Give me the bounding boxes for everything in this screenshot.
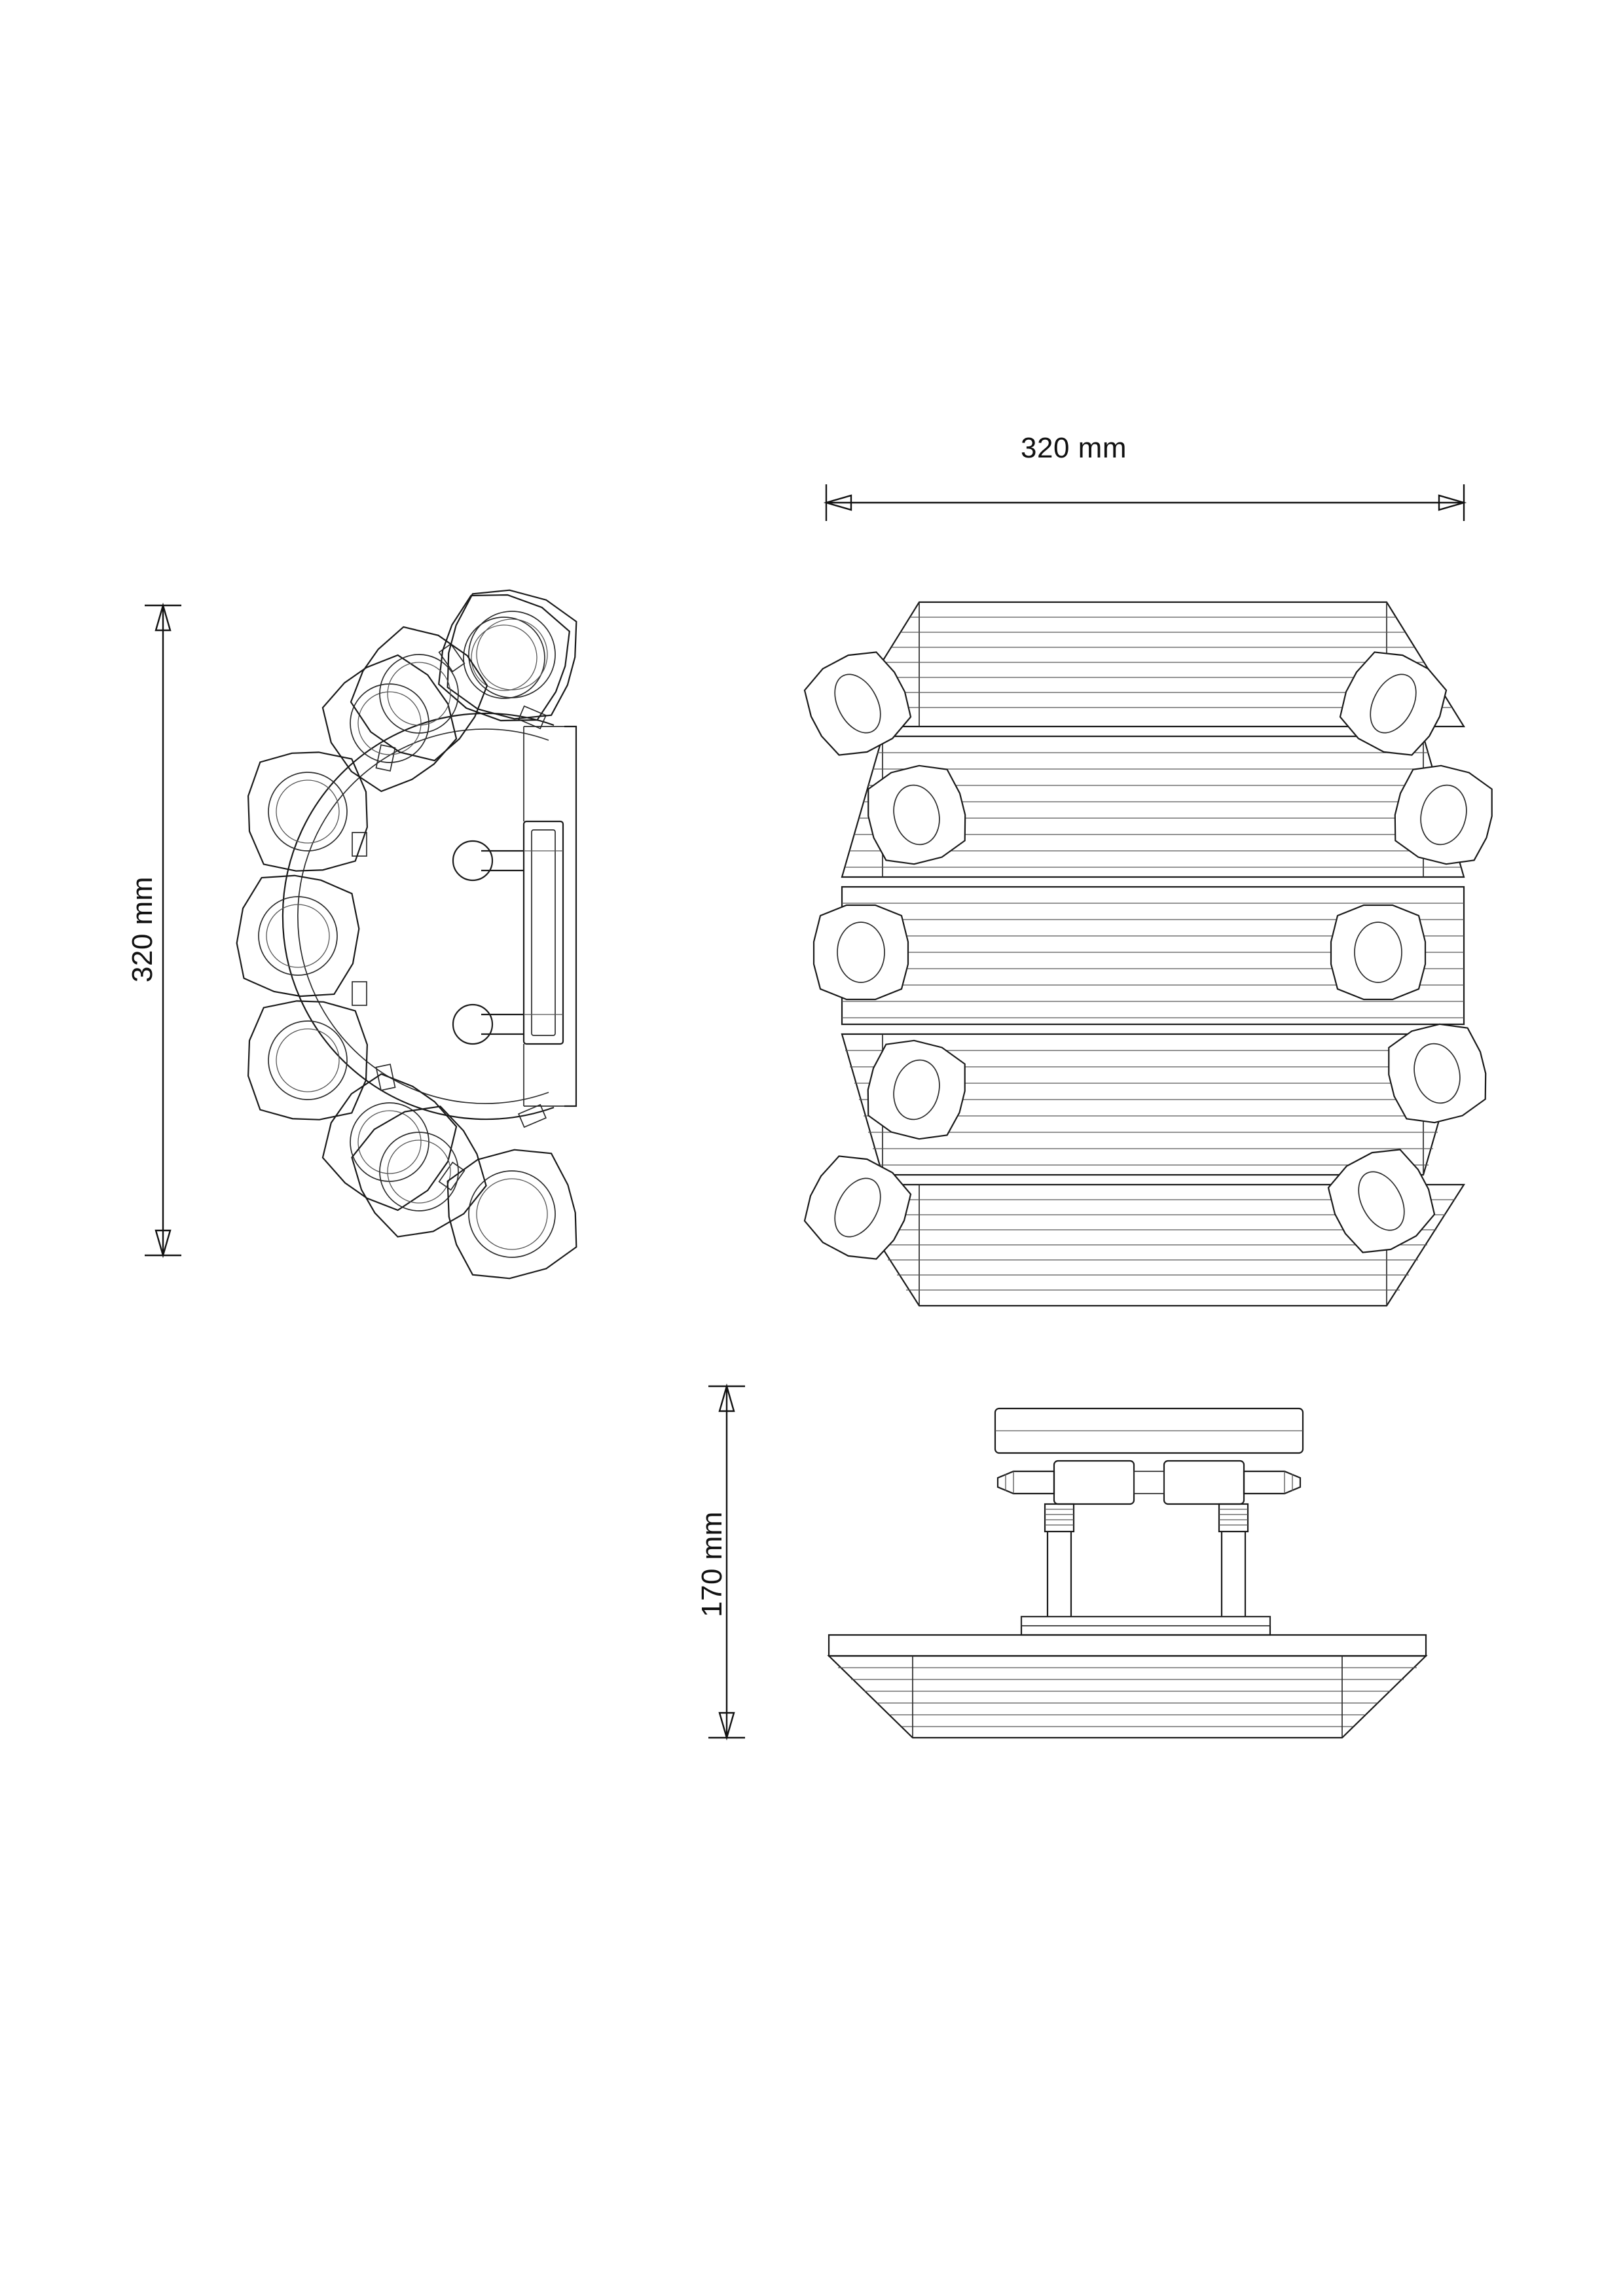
top-view-mount-plate — [524, 821, 563, 1044]
side-view-shade — [829, 1635, 1426, 1738]
front-view-glass-petals-right — [1318, 640, 1501, 1265]
width-dimension-label: 320 mm — [1021, 432, 1127, 464]
side-view-drawing — [829, 1408, 1426, 1738]
top-view-drawing — [230, 579, 587, 1289]
side-view-support — [1021, 1617, 1270, 1635]
side-view-canopy — [995, 1408, 1303, 1453]
side-view-lamp-holders — [998, 1461, 1300, 1504]
depth-dimension-label: 170 mm — [696, 1511, 728, 1617]
front-view-drawing — [794, 602, 1501, 1306]
top-view-lamp-arms — [453, 841, 524, 1044]
front-view-glass-petals-left — [794, 640, 974, 1272]
side-view-rods — [1045, 1504, 1248, 1617]
top-view-clips — [352, 644, 546, 1190]
width-dimension-line — [826, 484, 1464, 521]
height-dimension-label: 320 mm — [126, 876, 158, 982]
